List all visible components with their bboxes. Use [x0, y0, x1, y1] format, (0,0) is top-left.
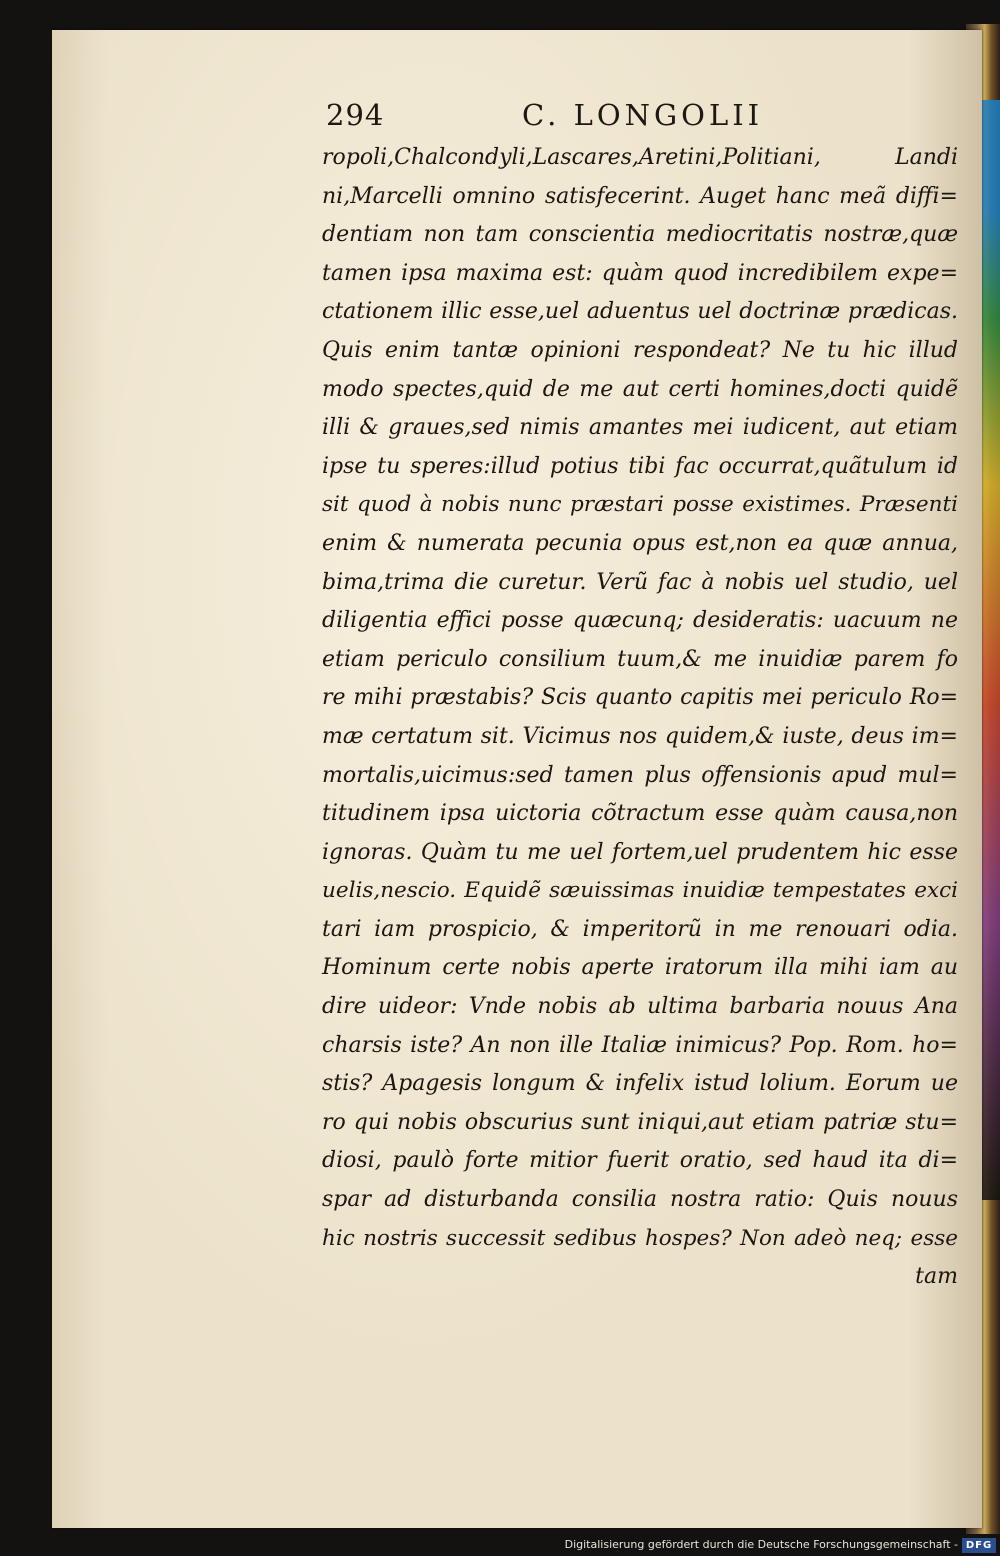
text-line: charsis iste? An non ille Italiæ inimicus? Pop. Rom. ho= — [322, 1032, 958, 1058]
text-line: diligentia effici posse quæcunq; desideratis: uacuum ne — [322, 608, 958, 634]
text-line: ignoras. Quàm tu me uel fortem,uel prudentem hic esse — [322, 839, 958, 865]
text-line: stis? Apagesis longum & infelix istud lolium. Eorum ue — [322, 1071, 958, 1097]
text-line: ipse tu speres:illud potius tibi fac occurrat,quãtulum id — [322, 453, 958, 479]
page-number: 294 — [326, 98, 385, 132]
dfg-logo: DFG — [962, 1538, 996, 1553]
text-line: spar ad disturbanda consilia nostra ratio: Quis nouus — [322, 1187, 958, 1213]
catchword: tam — [915, 1264, 958, 1290]
text-line: Quis enim tantæ opinioni respondeat? Ne tu hic illud — [322, 337, 958, 363]
text-line: dire uideor: Vnde nobis ab ultima barbaria nouus Ana — [322, 994, 958, 1020]
running-head-author: C. LONGOLII — [522, 98, 764, 132]
text-line: hic nostris successit sedibus hospes? Non adeò neq; esse — [322, 1225, 958, 1251]
text-line: tari iam prospicio, & imperitorũ in me renouari odia. — [322, 916, 958, 942]
text-line: enim & numerata pecunia opus est,non ea quæ annua, — [322, 530, 958, 556]
text-line: sit quod à nobis nunc præstari posse existimes. Præsenti — [322, 492, 958, 518]
text-line: re mihi præstabis? Scis quanto capitis mei periculo Ro= — [322, 685, 958, 711]
color-calibration-strip — [982, 100, 1000, 1200]
text-line: ni,Marcelli omnino satisfecerint. Auget hanc meã diffi= — [322, 183, 958, 209]
text-line: tamen ipsa maxima est: quàm quod incredibilem expe= — [322, 260, 958, 286]
text-line: mæ certatum sit. Vicimus nos quidem,& iuste, deus im= — [322, 723, 958, 749]
text-line: mortalis,uicimus:sed tamen plus offensionis apud mul= — [322, 762, 958, 788]
running-head — [326, 98, 826, 138]
text-line: modo spectes,quid de me aut certi homines,docti quidẽ — [322, 376, 958, 402]
text-line: ctationem illic esse,uel aduentus uel doctrinæ prædicas. — [322, 299, 958, 325]
text-line: uelis,nescio. Equidẽ sæuissimas inuidiæ tempestates exci — [322, 878, 958, 904]
text-line: titudinem ipsa uictoria cõtractum esse quàm causa,non — [322, 801, 958, 827]
text-line: illi & graues,sed nimis amantes mei iudicent, aut etiam — [322, 415, 958, 441]
text-line: diosi, paulò forte mitior fuerit oratio, sed haud ita di= — [322, 1148, 958, 1174]
body-text — [322, 139, 958, 1297]
text-line: dentiam non tam conscientia mediocritatis nostræ,quæ — [322, 222, 958, 248]
text-line: bima,trima die curetur. Verũ fac à nobis uel studio, uel — [322, 569, 958, 595]
text-line: ro qui nobis obscurius sunt iniqui,aut etiam patriæ stu= — [322, 1109, 958, 1135]
digitization-credit: Digitalisierung gefördert durch die Deutsche Forschungsgemeinschaft - — [564, 1538, 958, 1551]
text-line: etiam periculo consilium tuum,& me inuidiæ parem fo — [322, 646, 958, 672]
text-line: Hominum certe nobis aperte iratorum illa mihi iam au — [322, 955, 958, 981]
text-line: ropoli,Chalcondyli,Lascares,Aretini,Politiani, Landi — [322, 145, 958, 170]
